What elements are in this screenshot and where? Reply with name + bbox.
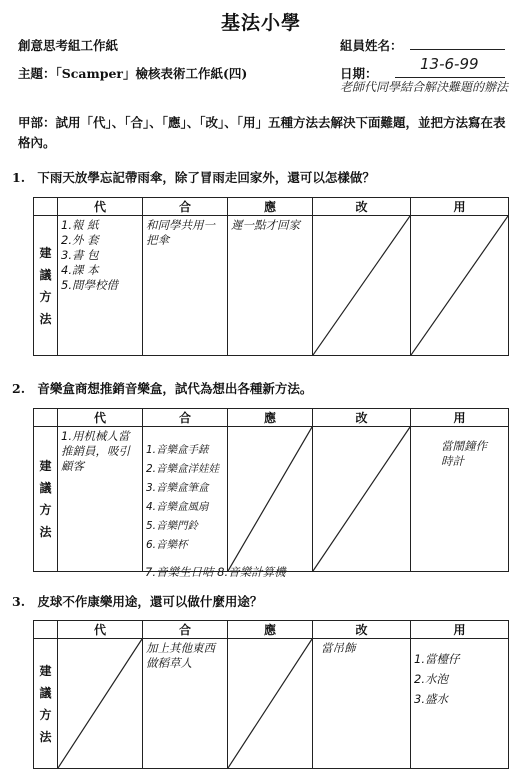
column-header: 代 [58,409,143,427]
column-header: 應 [228,409,313,427]
question-1-number: 1. [12,170,26,185]
question-2 [12,379,312,397]
answer-text: 加上其他東西做稻草人 [146,641,215,670]
column-header: 應 [228,198,313,216]
answer-cell-gai-crossed[interactable] [313,427,411,572]
diagonal-strike [411,216,508,355]
side-label: 建議方法 [34,639,58,769]
member-name-label: 組員姓名： [340,38,403,53]
answer-text: 1.用机械人當推銷員，吸引顧客 [61,429,130,473]
answer-table-1 [33,197,509,356]
diagonal-strike [313,216,410,355]
column-header: 改 [313,409,411,427]
diagonal-strike [313,427,410,571]
member-name-line[interactable] [410,49,505,50]
answer-cell-he[interactable] [143,639,228,769]
column-header: 用 [411,198,509,216]
column-header: 應 [228,621,313,639]
question-1 [12,168,375,186]
answer-cell-he[interactable] [143,216,228,356]
answer-text: 當鬧鐘作時計 [441,439,487,468]
answer-table-2 [33,408,509,572]
question-2-number: 2. [12,381,26,396]
instructions: 甲部：試用「代」、「合」、「應」、「改」、「用」五種方法去解決下面難題，並把方法寫在表格內。 [18,115,506,150]
answer-table-3 [33,620,509,769]
answer-cell-yong[interactable] [411,639,509,769]
date-line [395,77,505,78]
column-header: 代 [58,198,143,216]
column-header: 合 [143,409,228,427]
diagonal-strike [228,427,312,571]
answer-cell-gai[interactable] [313,639,411,769]
answer-text: 1.報 紙 2.外 套 3.書 包 4.課 本 5.間學校借 [61,218,118,292]
side-label: 建議方法 [34,427,58,572]
column-header: 改 [313,621,411,639]
answer-text: 1.當檯仔 2.水泡 3.盛水 [414,652,460,706]
column-header: 合 [143,198,228,216]
column-header: 用 [411,621,509,639]
answer-text: 當吊飾 [321,641,356,655]
side-label: 建議方法 [34,216,58,356]
answer-cell-dai[interactable] [58,216,143,356]
answer-cell-ying[interactable] [228,216,313,356]
column-header: 改 [313,198,411,216]
answer-cell-gai-crossed[interactable] [313,216,411,356]
date-value: 13-6-99 [420,55,479,73]
worksheet-subtitle: 創意思考組工作紙 [18,38,119,53]
worksheet-topic: 主題：「Scamper」檢核表術工作紙(四) [18,66,248,81]
answer-text: 和同學共用一把傘 [146,218,215,247]
answer-text: 遲一點才回家 [231,218,300,232]
table-corner [34,198,58,216]
question-2-text: 音樂盒商想推銷音樂盒，試代為想出各種新方法。 [37,381,313,396]
question-3-text: 皮球不作康樂用途，還可以做什麼用途？ [37,594,263,609]
column-header: 用 [411,409,509,427]
overflow-answer: 7.音樂生日咭 8.音樂計算機 [145,565,286,579]
question-3-number: 3. [12,594,26,609]
answer-cell-yong-crossed[interactable] [411,216,509,356]
table-corner [34,409,58,427]
diagonal-strike [228,639,312,768]
table-corner [34,621,58,639]
teacher-note: 老師代同學結合解決難題的辦法 [340,80,509,94]
answer-text: 1.音樂盒手錶 2.音樂盒洋娃娃 3.音樂盒筆盒 4.音樂盒風扇 5.音樂門鈴 6.音樂杯 [146,444,220,551]
answer-cell-ying-crossed[interactable] [228,427,313,572]
question-1-text: 下雨天放學忘記帶雨傘，除了冒雨走回家外，還可以怎樣做？ [37,170,375,185]
answer-cell-yong[interactable] [411,427,509,572]
question-3 [12,592,262,610]
diagonal-strike [58,639,142,768]
date-label: 日期： [340,66,378,81]
column-header: 代 [58,621,143,639]
column-header: 合 [143,621,228,639]
answer-cell-dai[interactable] [58,427,143,572]
answer-cell-ying-crossed[interactable] [228,639,313,769]
answer-cell-dai-crossed[interactable] [58,639,143,769]
school-title: 基法小學 [220,12,301,34]
answer-cell-he[interactable] [143,427,228,572]
